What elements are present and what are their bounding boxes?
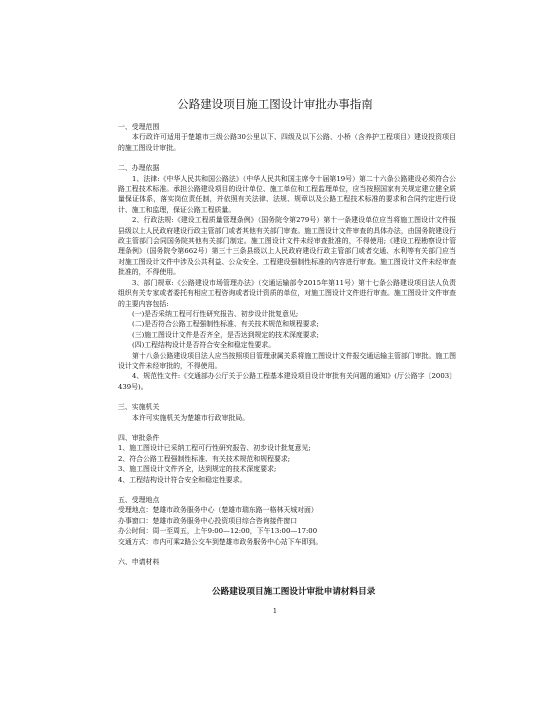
section-heading: 一、受理范围	[118, 123, 160, 131]
section-authority	[118, 402, 456, 423]
list-item: (三)施工图设计文件是否齐全，是否达到规定的技术深度要求;	[132, 330, 319, 339]
list-item: 受理地点：楚雄市政务服务中心（楚雄市瑞东路一格林天城对面）	[118, 506, 318, 515]
paragraph: 本行政许可适用于楚雄市三级公路30公里以下、四级及以下公路、小桥（含养护工程项目）建设投资项目的施工图设计审批。	[118, 133, 456, 152]
page-number: 1	[272, 607, 278, 615]
paragraph: 本许可实施机关为楚雄市行政审批局。	[132, 413, 250, 422]
list-item: (一)是否采纳工程可行性研究报告、初步设计批复意见;	[132, 309, 299, 318]
paragraph: 1、法律:《中华人民共和国公路法》（中华人民共和国主席令十届第19号）第二十六条公路建设必须符合公路工程技术标准。承担公路建设项目的设计单位、施工单位和工程监理单位，应当按照国家有关规定建立健全质量保证体系，落实岗位责任制，并依照有关法律、法规、规章以及公路工程技术标准的要求和合同约定进行设计、施工和监理，保证公路工程质量。	[118, 174, 456, 214]
paragraph: 3、部门规章:《公路建设市场管理办法》（交通运输部令2015年第11号）第十七条公路建设项目法人负责组织有关专家或者委托有相应工程咨询或者设计资质的单位，对施工图设计文件进行审查。施工图设计文件审查的主要内容包括:	[118, 278, 456, 308]
list-item: 4、工程结构设计符合安全和稳定性要求。	[118, 475, 247, 484]
section-basis	[118, 163, 456, 392]
list-item: 1、施工图设计已采纳工程可行性研究报告、初步设计批复意见;	[118, 444, 311, 453]
section-heading: 四、审批条件	[118, 433, 160, 442]
page-title: 公路建设项目施工图设计审批办事指南	[177, 97, 373, 111]
document-body	[118, 122, 456, 567]
section-heading: 六、申请材料	[118, 558, 160, 567]
list-item: 办公时间：周一至周五，上午9:00—12:00，下午13:00—17:00	[118, 527, 318, 536]
materials-title: 公路建设项目施工图设计审批申请材料目录	[212, 587, 376, 597]
paragraph: 第十八条公路建设项目法人应当按照项目管理隶属关系将施工图设计文件报交通运输主管部门审批。施工图设计文件未经审批的，不得使用。	[118, 351, 456, 370]
paragraph: 4、规范性文件:《交通部办公厅关于公路工程基本建设项目设计审批有关问题的通知》(厅公路字〔2003〕439号)。	[118, 372, 456, 391]
section-heading: 二、办理依据	[118, 164, 160, 173]
paragraph: 2、行政法规:《建设工程质量管理条例》（国务院令第279号）第十一条建设单位应当将施工图设计文件报县级以上人民政府建设行政主管部门或者其他有关部门审查。施工图设计文件审查的具体办法，由国务院建设行政主管部门会同国务院其他有关部门制定。施工图设计文件未经审查批准的，不得使用;《建设工程勘察设计管理条例》（国务院令第662号）第三十三条县级以上人民政府建设行政主管部门或者交通、水利等有关部门应当对施工图设计文件中涉及公共利益、公众安全、工程建设强制性标准的内容进行审查。施工图设计文件未经审查批准的，不得使用。	[118, 216, 456, 277]
list-item: 3、施工图设计文件齐全，达到规定的技术深度要求;	[118, 465, 277, 474]
section-materials	[118, 557, 456, 567]
section-heading: 三、实施机关	[118, 403, 160, 412]
list-item: 办事窗口：楚雄市政务服务中心投资项目综合咨询接件窗口	[118, 516, 298, 525]
section-conditions	[118, 433, 456, 485]
section-location	[118, 495, 456, 547]
list-item: 交通方式：市内可乘2路公交车到楚雄市政务服务中心站下车即到。	[118, 537, 323, 546]
section-heading: 五、受理地点	[118, 496, 160, 504]
list-item: (二)是否符合公路工程强制性标准、有关技术规范和规程要求;	[132, 320, 319, 329]
section-scope	[118, 122, 456, 153]
list-item: (四)工程结构设计是否符合安全和稳定性要求。	[132, 341, 276, 350]
list-item: 2、符合公路工程强制性标准、有关技术规范和规程要求;	[118, 454, 291, 463]
